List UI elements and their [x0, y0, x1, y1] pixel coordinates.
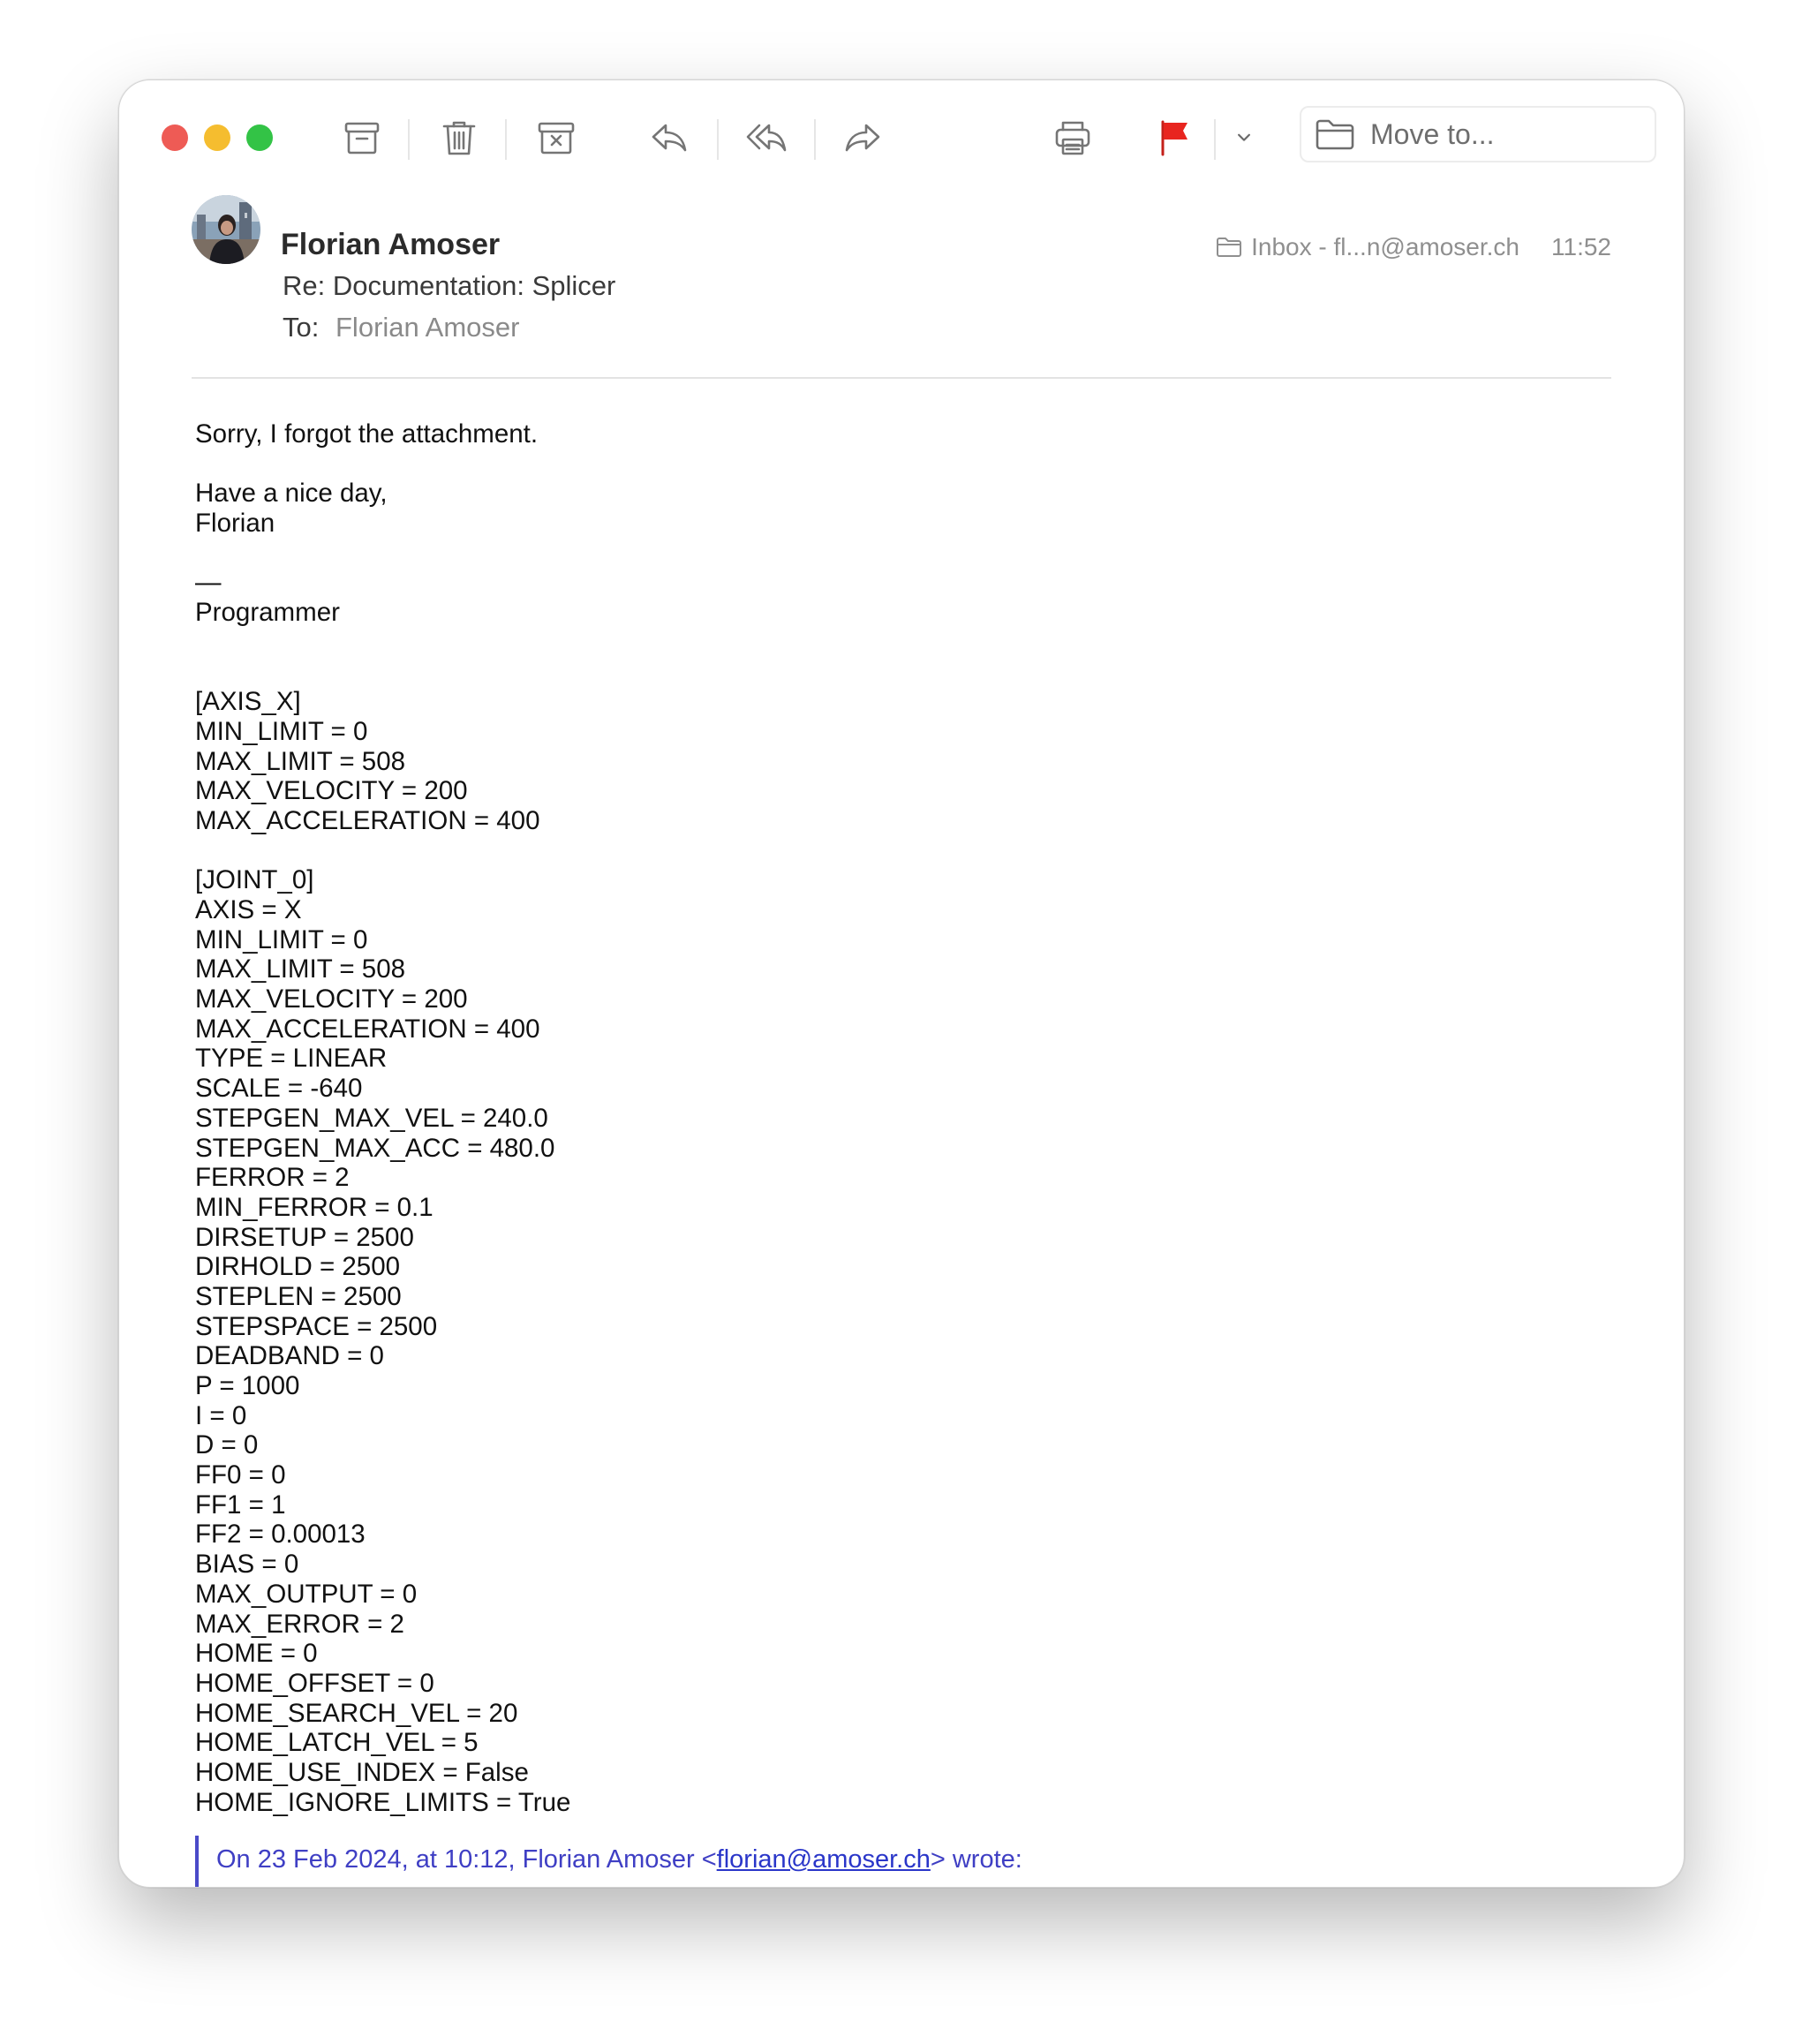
body-line: Florian	[195, 509, 275, 539]
flag-icon	[1155, 117, 1195, 158]
toolbar-separator	[1214, 119, 1216, 160]
toolbar	[119, 80, 1684, 195]
mail-window	[118, 79, 1685, 1888]
header-divider	[192, 377, 1611, 379]
body-line: FERROR = 2	[195, 1163, 350, 1193]
body-line: DEADBAND = 0	[195, 1341, 384, 1371]
body-line: FF2 = 0.00013	[195, 1520, 366, 1550]
body-line: STEPLEN = 2500	[195, 1281, 402, 1311]
body-line: MIN_FERROR = 0.1	[195, 1192, 434, 1222]
body-line: HOME_USE_INDEX = False	[195, 1757, 529, 1787]
quote-email-link[interactable]: florian@amoser.ch	[716, 1845, 931, 1874]
body-line: FF1 = 1	[195, 1490, 286, 1520]
print-button[interactable]	[1045, 110, 1100, 165]
to-label: To:	[283, 312, 320, 343]
quoted-reply-header	[195, 1836, 1022, 1888]
body-line: —	[195, 568, 222, 598]
minimize-window-button[interactable]	[204, 124, 230, 151]
toolbar-separator	[814, 119, 816, 160]
body-line: BIAS = 0	[195, 1550, 299, 1580]
body-line: [AXIS_X]	[195, 687, 301, 717]
message-body[interactable]	[195, 419, 1613, 1817]
blank-line	[195, 449, 1613, 479]
body-line: MAX_LIMIT = 508	[195, 746, 406, 776]
body-line: MAX_ACCELERATION = 400	[195, 805, 540, 835]
flag-button[interactable]	[1148, 110, 1203, 165]
body-line: STEPGEN_MAX_ACC = 480.0	[195, 1133, 555, 1163]
reply-button[interactable]	[642, 110, 697, 165]
body-line: Sorry, I forgot the attachment.	[195, 419, 539, 449]
archive-button[interactable]	[335, 110, 389, 165]
flag-menu-button[interactable]	[1221, 110, 1267, 165]
body-line: HOME_IGNORE_LIMITS = True	[195, 1787, 571, 1817]
forward-icon	[842, 117, 883, 158]
move-to-placeholder: Move to...	[1370, 117, 1495, 150]
body-line: P = 1000	[195, 1371, 300, 1400]
zoom-window-button[interactable]	[246, 124, 273, 151]
body-line: HOME_SEARCH_VEL = 20	[195, 1698, 518, 1728]
junk-icon	[536, 117, 577, 158]
blank-line	[195, 539, 1613, 569]
quote-prefix: On 23 Feb 2024, at 10:12, Florian Amoser <	[216, 1845, 717, 1874]
mailbox-label: Inbox - fl...n@amoser.ch	[1251, 233, 1519, 260]
body-line: MAX_VELOCITY = 200	[195, 776, 468, 806]
body-line: HOME_LATCH_VEL = 5	[195, 1728, 479, 1758]
mailbox-location[interactable]	[1216, 233, 1519, 261]
body-line: MAX_LIMIT = 508	[195, 954, 406, 984]
body-line: MAX_ACCELERATION = 400	[195, 1014, 540, 1044]
body-line: MIN_LIMIT = 0	[195, 716, 368, 746]
body-line: AXIS = X	[195, 895, 302, 924]
body-line: D = 0	[195, 1430, 259, 1460]
body-line: HOME_OFFSET = 0	[195, 1668, 434, 1698]
quote-suffix: > wrote:	[930, 1845, 1022, 1874]
reply-all-icon	[746, 117, 787, 158]
body-line: MAX_VELOCITY = 200	[195, 984, 468, 1014]
folder-icon	[1314, 117, 1356, 152]
print-icon	[1052, 117, 1093, 158]
delete-button[interactable]	[432, 110, 486, 165]
trash-icon	[439, 117, 479, 158]
move-to-field[interactable]	[1300, 106, 1656, 162]
body-line: MAX_OUTPUT = 0	[195, 1579, 418, 1609]
body-line: Have a nice day,	[195, 479, 388, 509]
body-line: HOME = 0	[195, 1639, 318, 1669]
body-line: [JOINT_0]	[195, 865, 314, 895]
reply-icon	[649, 117, 690, 158]
body-line: STEPGEN_MAX_VEL = 240.0	[195, 1103, 548, 1133]
toolbar-separator	[505, 119, 507, 160]
body-line: DIRHOLD = 2500	[195, 1252, 401, 1282]
received-time: 11:52	[1551, 233, 1611, 260]
body-line: MIN_LIMIT = 0	[195, 924, 368, 954]
body-line: DIRSETUP = 2500	[195, 1222, 414, 1252]
blank-line	[195, 658, 1613, 688]
toolbar-separator	[408, 119, 410, 160]
chevron-down-icon	[1231, 124, 1257, 151]
junk-button[interactable]	[529, 110, 584, 165]
body-line: FF0 = 0	[195, 1460, 286, 1490]
body-line: MAX_ERROR = 2	[195, 1609, 404, 1639]
subject: Re: Documentation: Splicer	[283, 270, 616, 301]
recipient[interactable]: Florian Amoser	[336, 312, 520, 343]
blank-line	[195, 628, 1613, 658]
body-line: I = 0	[195, 1400, 247, 1430]
body-line: Programmer	[195, 598, 340, 628]
close-window-button[interactable]	[162, 124, 188, 151]
body-line: STEPSPACE = 2500	[195, 1311, 438, 1341]
reply-all-button[interactable]	[739, 110, 794, 165]
toolbar-separator	[717, 119, 719, 160]
forward-button[interactable]	[835, 110, 890, 165]
archive-icon	[342, 117, 382, 158]
avatar	[192, 195, 260, 264]
folder-icon	[1216, 236, 1242, 259]
body-line: TYPE = LINEAR	[195, 1044, 388, 1074]
sender-name[interactable]: Florian Amoser	[281, 228, 501, 261]
body-line: SCALE = -640	[195, 1074, 363, 1104]
blank-line	[195, 836, 1613, 866]
